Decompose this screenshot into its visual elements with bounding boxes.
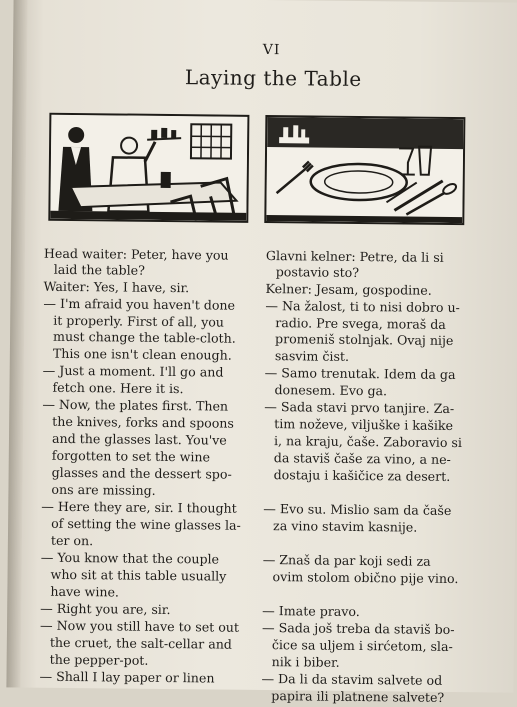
- croatian-text-line: papira ili platnene salvete?: [271, 687, 444, 706]
- english-text-line: — Here they are, sir. I thought: [41, 498, 237, 517]
- english-text-line: glasses and the dessert spo-: [52, 464, 232, 483]
- english-text-line: This one isn't clean enough.: [53, 345, 232, 364]
- croatian-text-line: da staviš čaše za vino, a ne-: [274, 449, 451, 468]
- book-gutter: [6, 0, 27, 687]
- english-text-line: ter on.: [51, 532, 93, 550]
- croatian-text-line: — Znaš da par koji sedi za: [263, 551, 431, 570]
- croatian-text-line: i, na kraju, čaše. Zaboravio si: [274, 432, 462, 451]
- english-text-line: — Right you are, sir.: [40, 600, 170, 619]
- english-text-line: — Now you still have to set out: [40, 617, 239, 636]
- croatian-text-line: Glavni kelner: Petre, da li si: [266, 247, 444, 266]
- english-dialogue-column: [44, 245, 254, 247]
- croatian-text-line: postavio sto?: [276, 263, 359, 281]
- croatian-text-line: radio. Pre svega, moraš da: [275, 314, 446, 333]
- english-text-line: who sit at this table usually: [50, 566, 226, 585]
- chapter-number: VI: [13, 39, 517, 60]
- book-page: [6, 0, 517, 693]
- english-text-line: the knives, forks and spoons: [52, 413, 234, 432]
- english-text-line: the cruet, the salt-cellar and: [50, 634, 232, 653]
- english-text-line: — Shall I lay paper or linen: [39, 668, 214, 687]
- croatian-text-line: Kelner: Jesam, gospodine.: [265, 280, 431, 299]
- english-text-line: — I'm afraid you haven't done: [43, 295, 235, 314]
- illus-table-setting: [264, 115, 465, 225]
- croatian-text-line: — Na žalost, ti to nisi dobro u-: [265, 297, 460, 316]
- english-text-line: — Just a moment. I'll go and: [43, 362, 224, 381]
- croatian-text-line: sasvim čist.: [275, 347, 349, 365]
- english-text-line: have wine.: [50, 583, 119, 601]
- english-text-line: and the glasses last. You've: [52, 430, 227, 449]
- english-text-line: ons are missing.: [51, 481, 155, 499]
- english-text-line: forgotten to set the wine: [52, 447, 210, 466]
- croatian-text-line: nik i biber.: [272, 653, 340, 671]
- croatian-text-line: — Evo su. Mislio sam da čaše: [263, 500, 451, 519]
- english-text-line: the pepper-pot.: [50, 651, 149, 669]
- english-text-line: laid the table?: [54, 261, 145, 279]
- croatian-text-line: tim noževe, viljuške i kašike: [274, 415, 453, 434]
- page-title: Laying the Table: [13, 63, 517, 92]
- english-text-line: Head waiter: Peter, have you: [44, 245, 229, 264]
- croatian-text-line: — Imate pravo.: [262, 602, 360, 620]
- english-text-line: fetch one. Here it is.: [52, 379, 183, 398]
- english-text-line: it properly. First of all, you: [53, 312, 224, 331]
- restaurant-waiters-illustration: [50, 115, 247, 221]
- croatian-text-line: — Sada još treba da staviš bo-: [262, 619, 455, 638]
- croatian-text-line: — Sada stavi prvo tanjire. Za-: [264, 398, 454, 417]
- illus-head-waiter-and-waiter: [48, 113, 249, 223]
- english-text-line: — You know that the couple: [41, 549, 219, 568]
- english-text-line: — Now, the plates first. Then: [42, 396, 228, 415]
- croatian-text-line: — Da li da stavim salvete od: [261, 670, 442, 689]
- english-text-line: of setting the wine glasses la-: [51, 515, 241, 534]
- place-setting-illustration: [266, 117, 463, 223]
- croatian-text-line: dostaju i kašičice za desert.: [274, 466, 451, 485]
- english-text-line: must change the table-cloth.: [53, 328, 236, 347]
- croatian-text-line: promeniš stolnjak. Ovaj nije: [275, 330, 453, 349]
- croatian-dialogue-column: [266, 247, 481, 249]
- croatian-text-line: — Samo trenutak. Idem da ga: [265, 364, 456, 383]
- croatian-text-line: čice sa uljem i sirćetom, sla-: [272, 636, 453, 655]
- croatian-text-line: donesem. Evo ga.: [274, 381, 387, 399]
- english-text-line: Waiter: Yes, I have, sir.: [44, 278, 190, 297]
- croatian-text-line: ovim stolom obično pije vino.: [272, 568, 458, 587]
- croatian-text-line: za vino stavim kasnije.: [273, 517, 417, 536]
